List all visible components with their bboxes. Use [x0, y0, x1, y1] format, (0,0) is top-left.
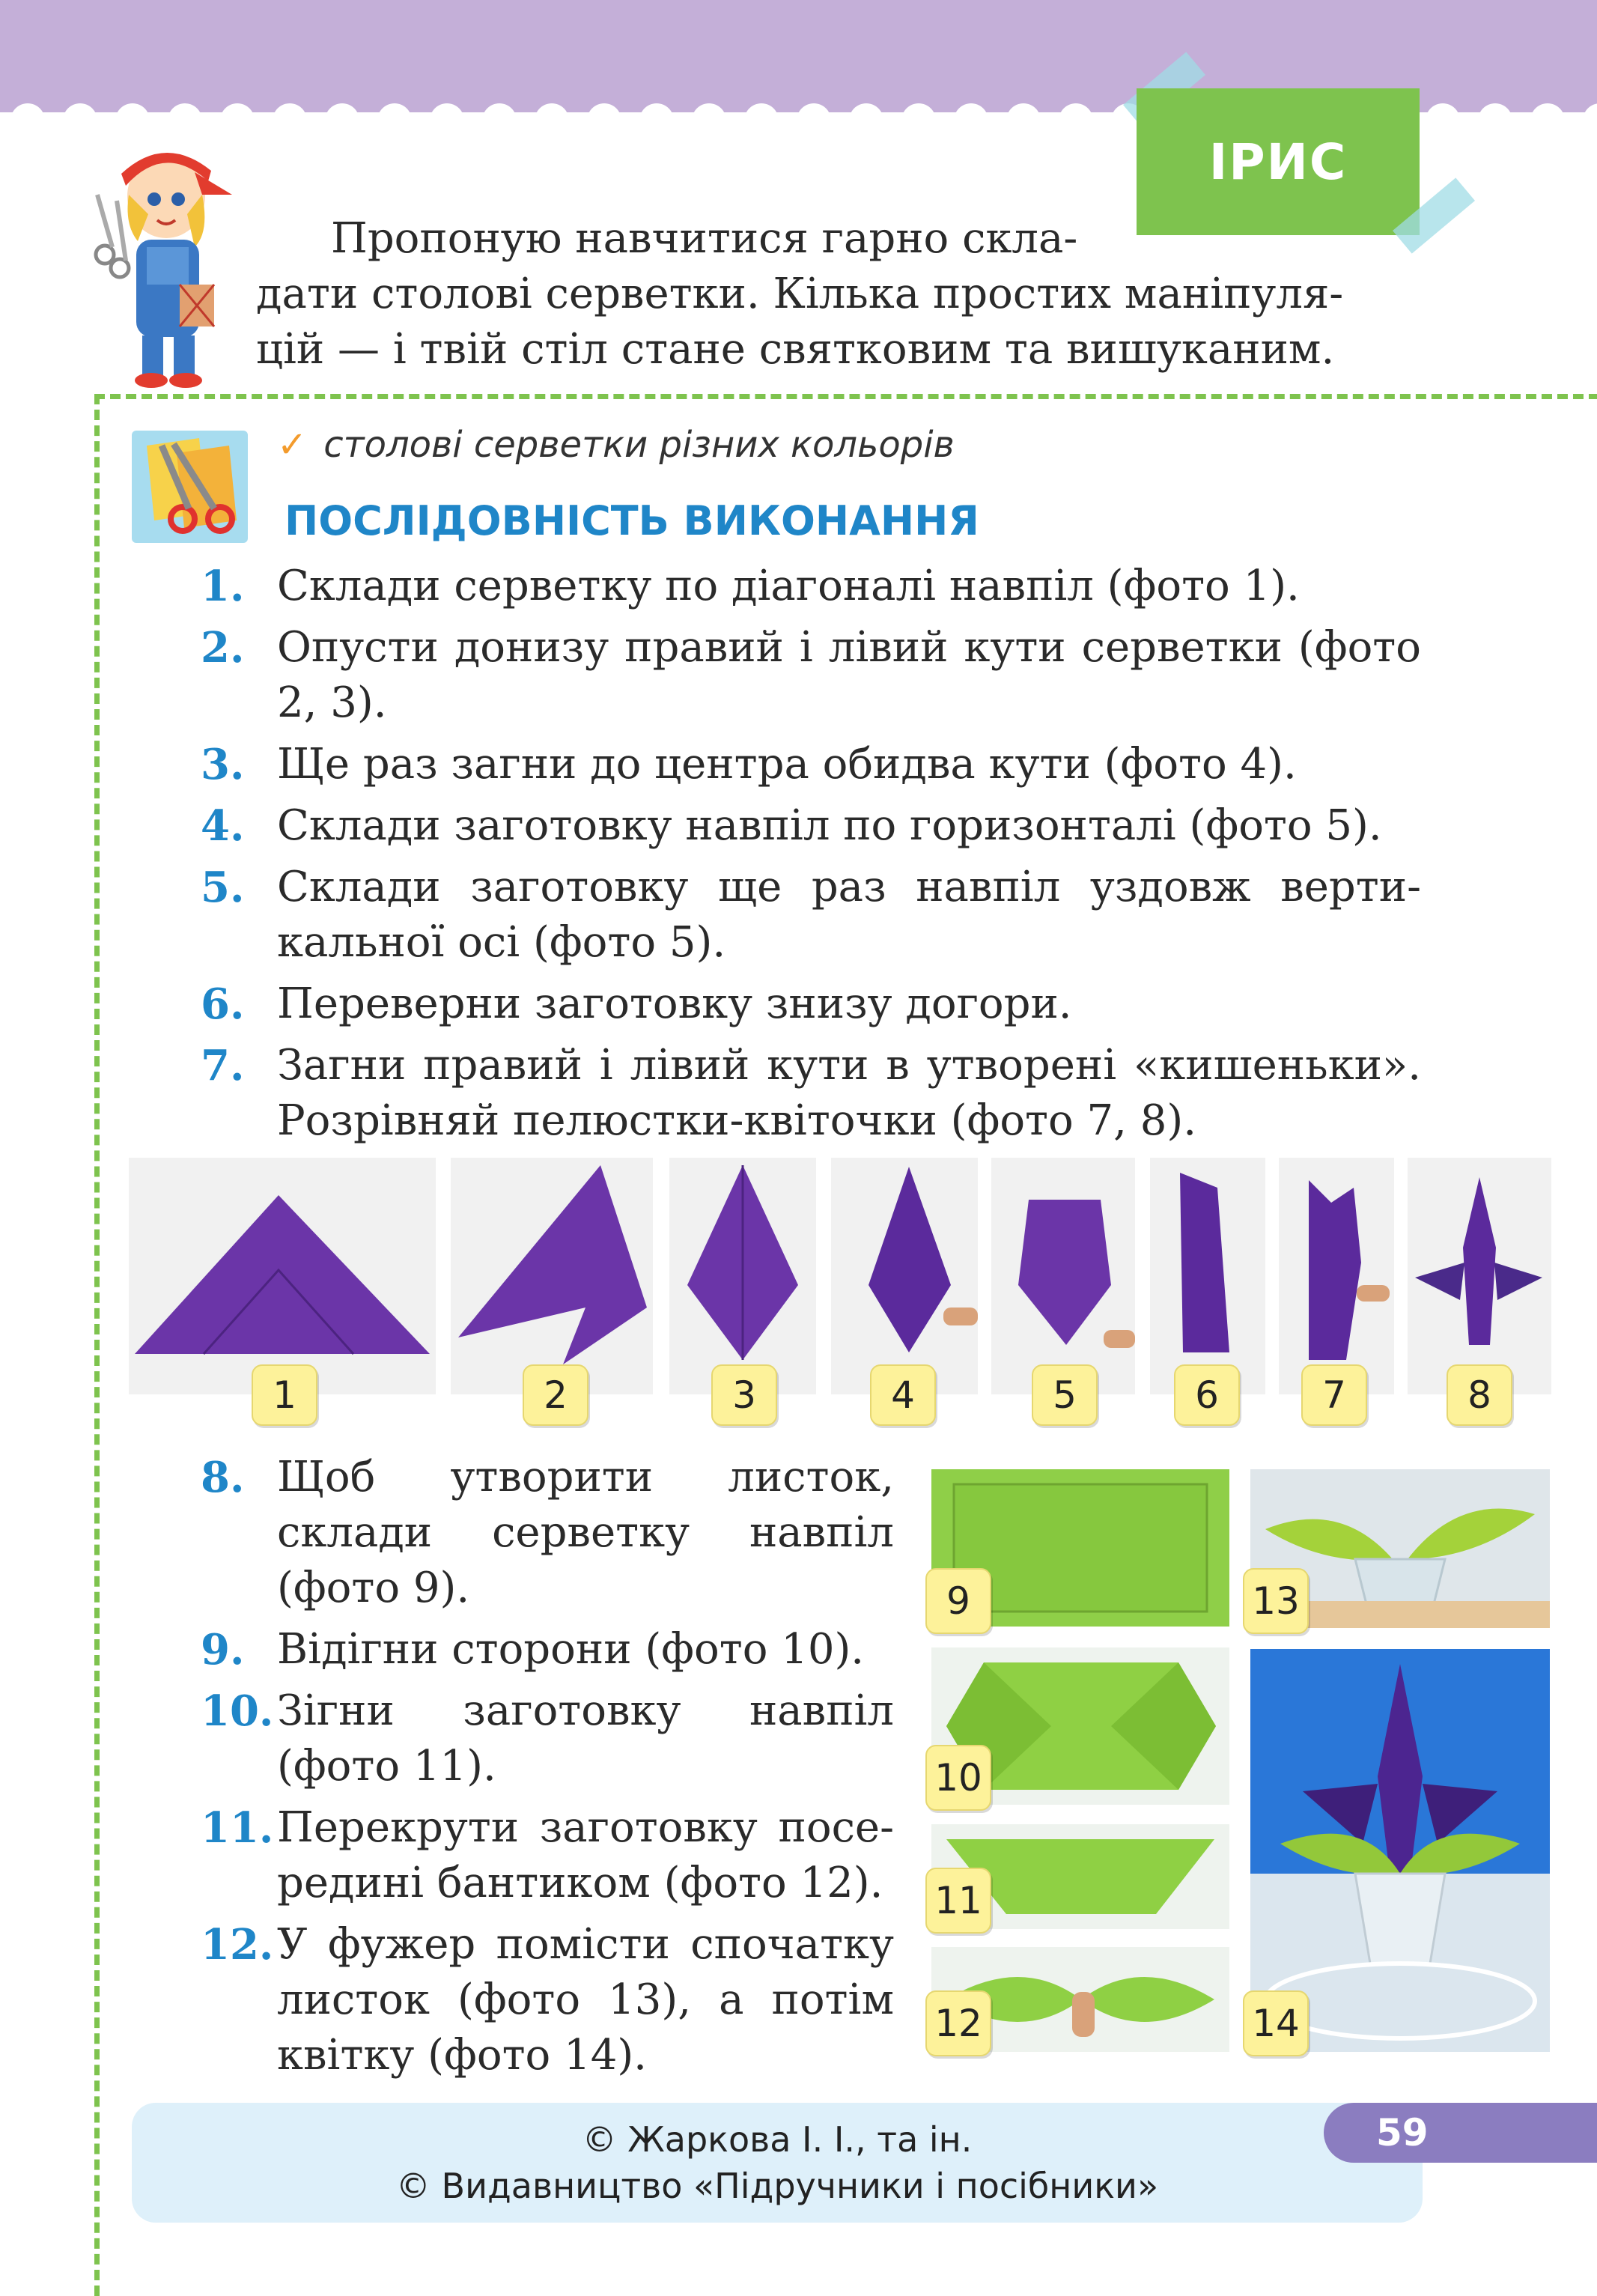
step-text: Опусти донизу правий і лівий кути серветки (фото 2, 3). — [277, 623, 1421, 727]
step-text: Загни правий і лівий кути в утворені «кишеньки». Розрівняй пелюстки-квіточки (фото 7, 8). — [277, 1041, 1421, 1145]
photo-6 — [1150, 1158, 1265, 1394]
photo-label-6: 6 — [1174, 1364, 1240, 1426]
step-12 — [201, 1917, 894, 2083]
border-dot — [1583, 103, 1597, 138]
border-dot — [482, 103, 517, 138]
intro-line-3: цій — і твій стіл стане святковим та вишуканим. — [256, 325, 1335, 374]
step-8 — [201, 1450, 894, 1616]
step-number: 9. — [201, 1625, 245, 1674]
step-1 — [201, 559, 1421, 614]
materials-text: столові серветки різних кольорів — [323, 424, 955, 466]
step-number: 12. — [201, 1920, 274, 1969]
border-dot — [1478, 103, 1512, 138]
check-icon: ✓ — [277, 424, 308, 466]
step-number: 5. — [201, 863, 245, 912]
border-dot — [325, 103, 359, 138]
intro-line-2: дати столові серветки. Кілька простих маніпуля- — [256, 270, 1344, 318]
photo-1 — [129, 1158, 436, 1394]
step-number: 1. — [201, 562, 245, 611]
step-text: Склади заготовку ще раз навпіл уздовж вертикальної осі (фото 5). — [277, 863, 1421, 967]
border-dot — [797, 103, 831, 138]
border-dot — [220, 103, 255, 138]
photo-label-14: 14 — [1243, 1990, 1309, 2056]
photo-label-12: 12 — [925, 1990, 991, 2056]
photo-7 — [1279, 1158, 1394, 1394]
copyright-footer — [132, 2103, 1423, 2223]
step-number: 4. — [201, 801, 245, 851]
border-dot — [849, 103, 883, 138]
intro-text — [256, 211, 1424, 377]
photo-label-2: 2 — [523, 1364, 588, 1426]
border-dot — [535, 103, 569, 138]
photo-label-3: 3 — [711, 1364, 777, 1426]
border-dot — [1006, 103, 1041, 138]
step-number: 3. — [201, 740, 245, 789]
border-dot — [1530, 103, 1565, 138]
border-dot — [692, 103, 726, 138]
copyright-authors: © Жаркова І. І., та ін. — [582, 2119, 973, 2160]
step-2 — [201, 620, 1421, 731]
step-number: 8. — [201, 1453, 245, 1502]
border-dot — [639, 103, 674, 138]
photo-label-4: 4 — [870, 1364, 936, 1426]
border-dot — [901, 103, 936, 138]
step-3 — [201, 737, 1421, 792]
step-number: 11. — [201, 1803, 274, 1853]
step-text: Зігни заготовку навпіл (фото 11). — [277, 1686, 894, 1791]
border-dot — [168, 103, 202, 138]
photo-4 — [831, 1158, 978, 1394]
steps-list-2 — [201, 1450, 894, 2089]
border-dot — [1426, 103, 1460, 138]
intro-line-1: Пропоную навчитися гарно скла- — [331, 214, 1078, 263]
photo-label-11: 11 — [925, 1868, 991, 1934]
photo-label-5: 5 — [1032, 1364, 1098, 1426]
step-text: Перекрути заготовку посередині бантиком (фото 12). — [277, 1803, 894, 1907]
border-dot — [430, 103, 464, 138]
step-text: Склади заготовку навпіл по горизонталі (фото 5). — [277, 801, 1382, 850]
photo-label-10: 10 — [925, 1745, 991, 1811]
girl-with-scissors-illustration — [82, 142, 240, 389]
photo-label-7: 7 — [1301, 1364, 1367, 1426]
photo-3 — [669, 1158, 816, 1394]
border-dot — [1059, 103, 1093, 138]
step-text: Ще раз загни до центра обидва кути (фото 4). — [277, 740, 1297, 789]
step-5 — [201, 860, 1421, 971]
border-dot — [744, 103, 779, 138]
border-dot — [63, 103, 97, 138]
border-dot — [377, 103, 412, 138]
step-11 — [201, 1800, 894, 1911]
section-title: ІРИС — [1208, 133, 1348, 191]
step-number: 7. — [201, 1041, 245, 1090]
step-number: 2. — [201, 623, 245, 672]
step-number: 6. — [201, 980, 245, 1029]
border-dot — [115, 103, 150, 138]
step-4 — [201, 798, 1421, 854]
step-number: 10. — [201, 1686, 274, 1736]
border-dot — [273, 103, 307, 138]
step-text: Відігни сторони (фото 10). — [277, 1625, 865, 1674]
steps-list — [201, 559, 1421, 1155]
photo-2 — [451, 1158, 653, 1394]
step-text: Склади серветку по діагоналі навпіл (фото 1). — [277, 562, 1300, 610]
step-10 — [201, 1683, 894, 1794]
photo-label-1: 1 — [252, 1364, 317, 1426]
photo-label-9: 9 — [925, 1568, 991, 1634]
copyright-publisher: © Видавництво «Підручники і посібники» — [395, 2166, 1159, 2206]
page-number: 59 — [1324, 2103, 1597, 2163]
photo-label-8: 8 — [1447, 1364, 1512, 1426]
step-text: Щоб утворити листок, склади серветку навпіл (фото 9). — [277, 1453, 894, 1612]
border-dot — [954, 103, 988, 138]
step-text: Переверни заготовку знизу догори. — [277, 980, 1072, 1028]
materials-line — [277, 424, 955, 466]
border-dot — [587, 103, 621, 138]
step-6 — [201, 977, 1421, 1032]
step-7 — [201, 1038, 1421, 1149]
sequence-title: ПОСЛІДОВНІСТЬ ВИКОНАННЯ — [285, 497, 979, 544]
border-dot — [10, 103, 45, 138]
step-text: У фужер помісти спочатку листок (фото 13), а потім квітку (фото 14). — [277, 1920, 894, 2080]
photo-5 — [991, 1158, 1135, 1394]
step-9 — [201, 1622, 894, 1677]
photo-label-13: 13 — [1243, 1568, 1309, 1634]
photo-8 — [1408, 1158, 1551, 1394]
